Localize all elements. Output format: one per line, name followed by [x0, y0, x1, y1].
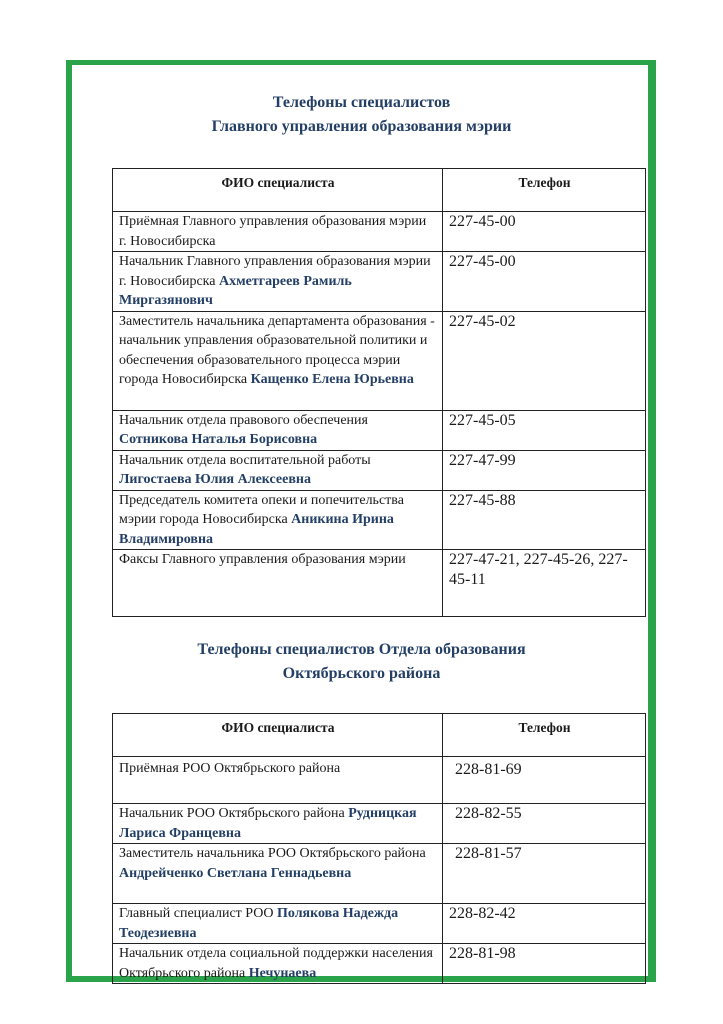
- row-person: Ахметгареев Рамиль Миргазянович: [119, 273, 352, 308]
- row-person: Полякова Надежда Теодезиевна: [119, 906, 399, 941]
- row-name-cell: [113, 410, 443, 450]
- row-phone: 227-45-02: [443, 311, 646, 410]
- table-row: [113, 450, 646, 490]
- row-name-cell: [113, 490, 443, 550]
- section2-table: [112, 713, 646, 984]
- row-person: Лигостаева Юлия Алексеевна: [119, 472, 311, 487]
- row-name-cell: [113, 212, 443, 252]
- header-phone: Телефон: [443, 714, 646, 757]
- row-phone: 228-81-98: [443, 944, 646, 984]
- row-name-cell: [113, 844, 443, 904]
- row-person: Сотникова Наталья Борисовна: [119, 432, 318, 447]
- row-phone: 227-45-00: [443, 212, 646, 252]
- section2-title: [0, 638, 723, 686]
- table-row: [113, 844, 646, 904]
- row-person: Нечунаева: [248, 965, 317, 981]
- row-desc: Главный специалист РОО: [119, 906, 274, 921]
- row-phone: 227-47-99: [443, 450, 646, 490]
- row-phone: 227-45-88: [443, 490, 646, 550]
- row-desc: Приёмная Главного управления образования мэрии г. Новосибирска: [119, 214, 427, 249]
- table-row: [113, 311, 646, 410]
- row-desc: Начальник отдела правового обеспечения: [119, 412, 368, 428]
- header-phone: Телефон: [443, 169, 646, 212]
- row-desc: Приёмная РОО Октябрьского района: [119, 761, 341, 776]
- row-name-cell: [113, 904, 443, 944]
- section1-table: [112, 168, 646, 617]
- table-row: [113, 410, 646, 450]
- section1-title-line1: Телефоны специалистов: [272, 94, 451, 111]
- header-name: ФИО специалиста: [113, 714, 443, 757]
- row-person: Аникина Ирина Владимировна: [119, 512, 394, 547]
- row-name-cell: [113, 757, 443, 804]
- table-row: [113, 212, 646, 252]
- row-desc: Факсы Главного управления образования мэрии: [119, 552, 406, 567]
- section1-title: [0, 91, 723, 139]
- section2-title-line2: Октябрьского района: [282, 665, 441, 682]
- row-name-cell: [113, 450, 443, 490]
- row-phone: 227-47-21, 227-45-26, 227-45-11: [443, 550, 646, 617]
- row-person: Кащенко Елена Юрьевна: [250, 372, 414, 387]
- table-row: [113, 904, 646, 944]
- table-row: [113, 804, 646, 844]
- row-name-cell: [113, 550, 443, 617]
- row-phone: 228-82-42: [443, 904, 646, 944]
- row-desc: Заместитель начальника департамента образования - начальник управления образовательной политики и обеспечения образовательного процесса мэрии города Новосибирска: [119, 313, 435, 387]
- row-desc: Председатель комитета опеки и попечительства мэрии города Новосибирска: [119, 492, 404, 527]
- row-desc: Начальник РОО Октябрьского района: [119, 806, 345, 821]
- table-header-row: [113, 714, 646, 757]
- row-phone: 228-81-57: [443, 844, 646, 904]
- section2-title-line1: Телефоны специалистов Отдела образования: [197, 641, 526, 658]
- row-name-cell: [113, 804, 443, 844]
- row-name-cell: [113, 944, 443, 984]
- row-phone: 227-45-05: [443, 410, 646, 450]
- row-desc: Начальник отдела воспитательной работы: [119, 452, 371, 468]
- table-row: [113, 490, 646, 550]
- table-row: [113, 757, 646, 804]
- row-phone: 228-81-69: [443, 757, 646, 804]
- row-desc: Начальник Главного управления образования мэрии г. Новосибирска: [119, 254, 431, 289]
- row-name-cell: [113, 311, 443, 410]
- table-row: [113, 550, 646, 617]
- row-desc: Заместитель начальника РОО Октябрьского района: [119, 846, 426, 861]
- row-name-cell: [113, 252, 443, 312]
- table-row: [113, 944, 646, 984]
- table-header-row: [113, 169, 646, 212]
- row-person: Рудницкая Лариса Францевна: [119, 806, 417, 841]
- table-row: [113, 252, 646, 312]
- header-name: ФИО специалиста: [113, 169, 443, 212]
- row-person: Андрейченко Светлана Геннадьевна: [119, 865, 352, 881]
- section1-title-line2: Главного управления образования мэрии: [211, 118, 512, 135]
- row-phone: 227-45-00: [443, 252, 646, 312]
- row-desc: Начальник отдела социальной поддержки населения Октябрьского района: [119, 946, 433, 981]
- row-phone: 228-82-55: [443, 804, 646, 844]
